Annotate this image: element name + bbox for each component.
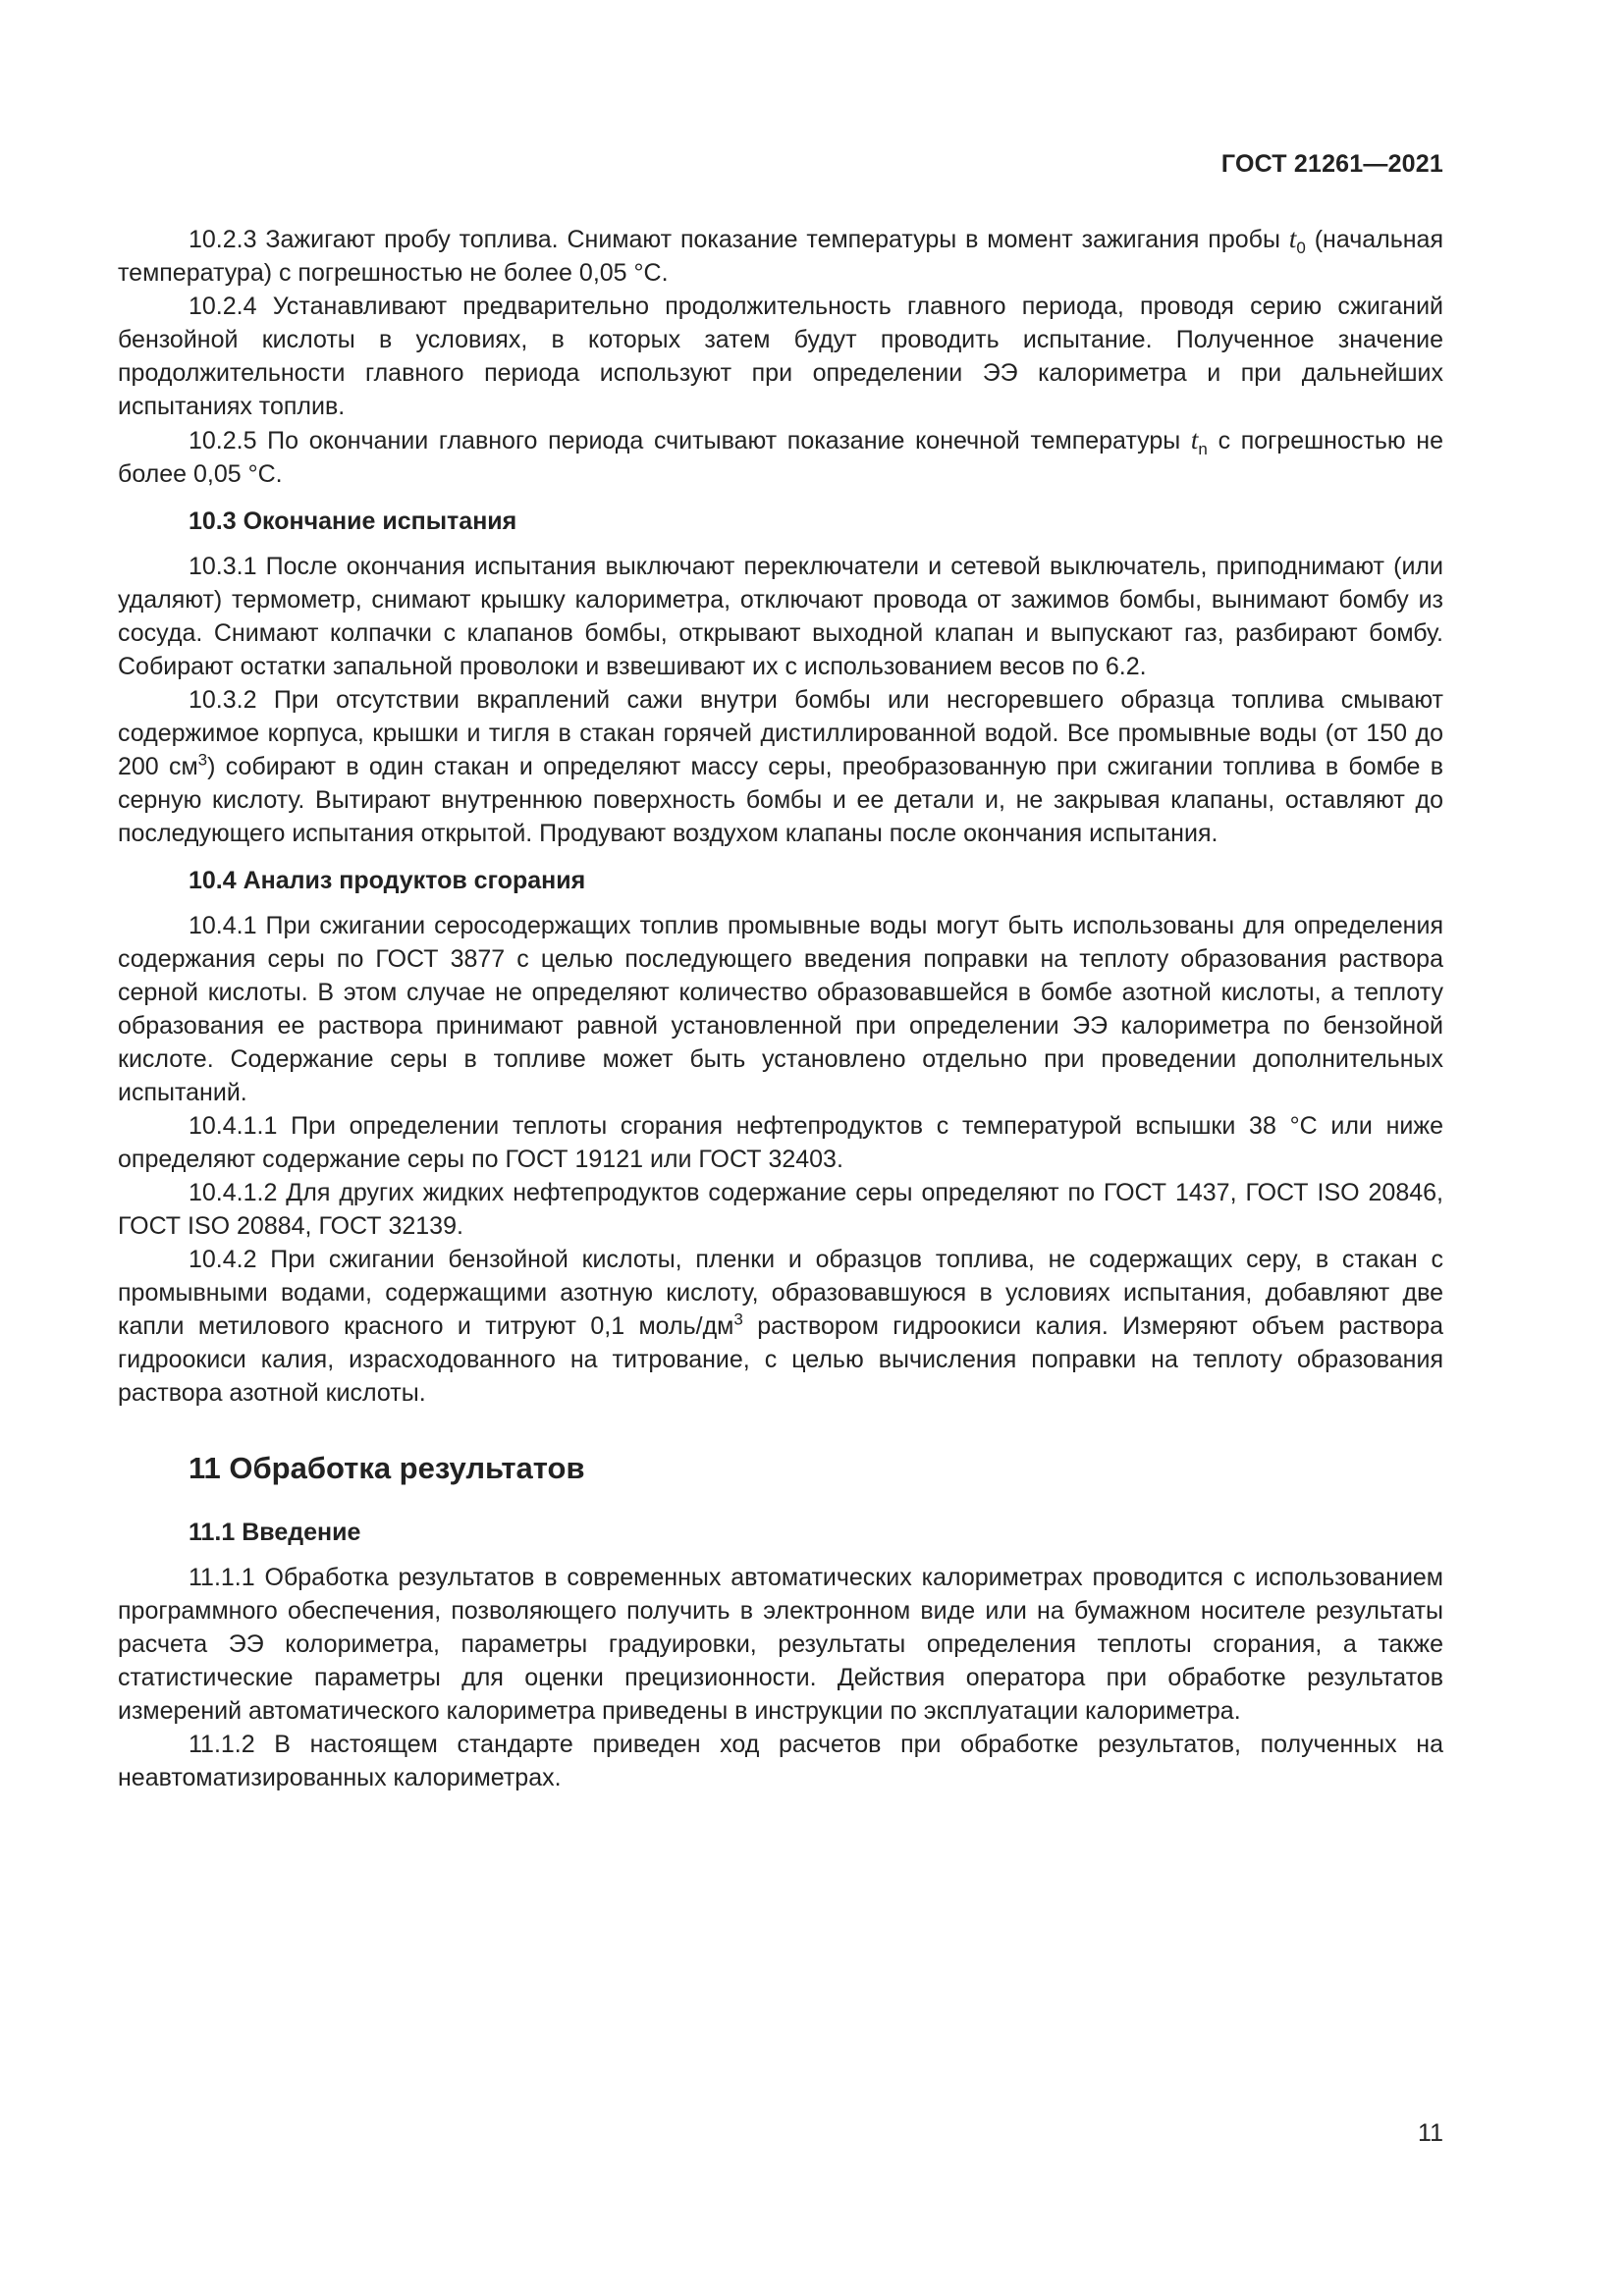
paragraph-10-4-1-2: 10.4.1.2 Для других жидких нефтепродуктов содержание серы определяют по ГОСТ 1437, ГОСТ ISO 20846, ГОСТ ISO 20884, ГОСТ 32139. [118,1179,1443,1240]
paragraph-10-4-2: 10.4.2 При сжигании бензойной кислоты, пленки и образцов топлива, не содержащих серу, в стакан с промывными водами, содержащими азотную кислоту, образовавшуюся в условиях испытания, добавляют две капли метилового красного и титруют 0,1 моль/$дм^3$ раствором гидроокиси калия. Измеряют объем раствора гидроокиси калия, израсходованного на титрование, с целью вычисления поправки на теплоту образования раствора азотной кислоты. [118,1246,1443,1407]
section-heading-10-4: 10.4 Анализ продуктов сгорания [189,867,586,894]
section-heading-10-3: 10.3 Окончание испытания [189,507,517,535]
chapter-heading-11: 11 Обработка результатов [189,1451,585,1485]
paragraph-10-4-1-1: 10.4.1.1 При определении теплоты сгорания нефтепродуктов с температурой вспышки 38 °С или ниже определяют содержание серы по ГОСТ 19121 или ГОСТ 32403. [118,1112,1443,1173]
paragraph-11-1-2: 11.1.2 В настоящем стандарте приведен ход расчетов при обработке результатов, полученных на неавтоматизированных калориметрах. [118,1731,1443,1791]
paragraph-11-1-1: 11.1.1 Обработка результатов в современных автоматических калориметрах проводится с использованием программного обеспечения, позволяющего получить в электронном виде или на бумажном носителе результаты расчета ЭЭ колориметра, параметры градуировки, результаты определения теплоты сгорания, а также статистические параметры для оценки прецизионности. Действия оператора при обработке результатов измерений автоматического калориметра приведены в инструкции по эксплуатации калориметра. [118,1564,1443,1725]
paragraph-10-3-1: 10.3.1 После окончания испытания выключают переключатели и сетевой выключатель, приподнимают (или удаляют) термометр, снимают крышку калориметра, отключают провода от зажимов бомбы, вынимают бомбу из сосуда. Снимают колпачки с клапанов бомбы, открывают выходной клапан и выпускают газ, разбирают бомбу. Собирают остатки запальной проволоки и взвешивают их с использованием весов по 6.2. [118,553,1443,680]
paragraph-10-2-4: 10.2.4 Устанавливают предварительно продолжительность главного периода, проводя серию сжиганий бензойной кислоты в условиях, в которых затем будут проводить испытание. Полученное значение продолжительности главного периода используют при определении ЭЭ калориметра и при дальнейших испытаниях топлив. [118,293,1443,420]
paragraph-10-4-1: 10.4.1 При сжигании серосодержащих топлив промывные воды могут быть использованы для определения содержания серы по ГОСТ 3877 с целью последующего введения поправки на теплоту образования раствора серной кислоты. В этом случае не определяют количество образовавшейся в бомбе азотной кислоты, а теплоту образования ее раствора принимают равной установленной при определении ЭЭ калориметра по бензойной кислоте. Содержание серы в топливе может быть установлено отдельно при проведении дополнительных испытаний. [118,912,1443,1106]
paragraph-10-3-2: 10.3.2 При отсутствии вкраплений сажи внутри бомбы или несгоревшего образца топлива смывают содержимое корпуса, крышки и тигля в стакан горячей дистиллированной водой. Все промывные воды (от 150 до 200 $см^3$) собирают в один стакан и определяют массу серы, преобразованную при сжигании топлива в бомбе в серную кислоту. Вытирают внутреннюю поверхность бомбы и ее детали и, не закрывая клапаны, оставляют до последующего испытания открытой. Продувают воздухом клапаны после окончания испытания. [118,686,1443,847]
paragraph-10-2-5: 10.2.5 По окончании главного периода считывают показание конечной температуры $t_n$ с погрешностью не более 0,05 °С. [118,425,1443,488]
document-body [118,222,1443,1794]
document-header: ГОСТ 21261—2021 [1220,150,1443,178]
page-number: 11 [1418,2119,1443,2147]
section-heading-11-1: 11.1 Введение [189,1519,361,1546]
paragraph-10-2-3: 10.2.3 Зажигают пробу топлива. Снимают показание температуры в момент зажигания пробы $t_0$ (начальная температура) с погрешностью не более 0,05 °С. [118,224,1443,287]
